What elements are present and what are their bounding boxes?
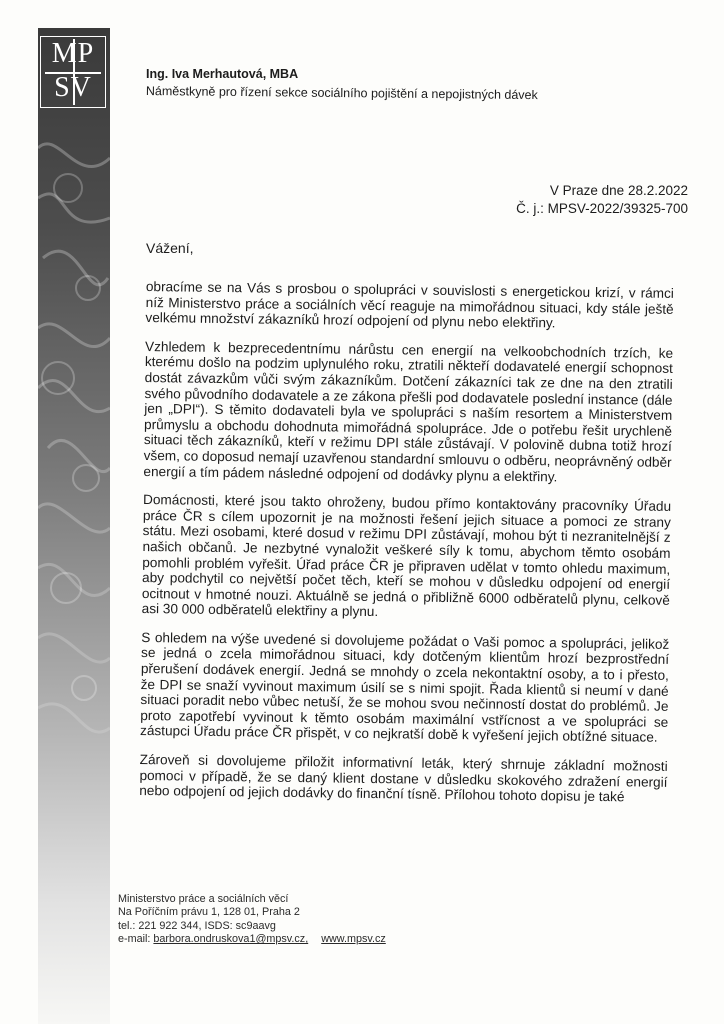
footer-email-link[interactable]: barbora.ondruskova1@mpsv.cz, xyxy=(153,933,309,946)
paragraph-4: S ohledem na výše uvedené si dovolujeme požádat o Vaši pomoc a spolupráci, jelikož se jedná o zcela mimořádnou situaci, kdy dotčeným klientům hrozí bezprostřední přerušení dodávek energií. Jedná se mnohdy o zcela nekontaktní osoby, a to i přesto, že DPI se snaží vyvinout maximum úsilí se s nimi spojit. Řada klientů si neumí v dané situaci poradit nebo vůbec netuší, že se mohou svou nečinností dostat do problémů. Je proto zapotřebí vyvinout k těmto osobám maximální vstřícnost a ve spolupráci se zástupci Úřadu práce ČR přispět, v co nejkratší době k vyřešení jejich obtížné situace. xyxy=(139,629,670,746)
paragraph-2: Vzhledem k bezprecedentnímu nárůstu cen energií na velkoobchodních trzích, ke kterému došlo na podzim uplynulého roku, ztratili někteří dodavatelé energií schopnost dostát závazkům vůči svým zákazníkům. Dotčení zákazníci tak ze dne na den ztratili svého původního dodavatele a ze zákona přešli pod dodavatele poslední instance (dále jen „DPI“). S těmito dodavateli byla ve spolupráci s naším resortem a Ministerstvem průmyslu a obchodu dohodnuta mimořádná spolupráce. Jde o potřebu řešit urychleně situaci těch zákazníků, kteří v režimu DPI stále zůstávají. V polovině dubna totiž hrozí všem, co doposud nemají uzavřenou standardní smlouvu o odběru, neoprávněný odběr energií a tím pádem následné odpojení od dodávky plynu a elektřiny. xyxy=(143,338,674,484)
footer-org: Ministerstvo práce a sociálních věcí xyxy=(118,893,289,905)
paragraph-5: Zároveň si dovolujeme přiložit informativní leták, který shrnuje základní možnosti pomoci v případě, že se daný klient dostane v důsledku skokového zdražení energií nebo odpojení od jejich dodávky do finanční tísně. Přílohou tohoto dopisu je také xyxy=(139,751,668,805)
footer-email-label: e-mail: xyxy=(118,933,151,946)
logo-top-text: MP xyxy=(51,38,95,69)
logo-bottom-text: SV xyxy=(54,72,92,103)
reference-block xyxy=(440,182,688,218)
footer-address: Na Poříčním právu 1, 128 01, Praha 2 xyxy=(118,906,300,919)
letter-header xyxy=(145,66,666,103)
letter-date: V Praze dne 28.2.2022 xyxy=(549,183,688,198)
footer-web-link[interactable]: www.mpsv.cz xyxy=(321,933,386,946)
paragraph-1: obracíme se na Vás s prosbou o spolupráci v souvislosti s energetickou krizí, v rámci níž Ministerstvo práce a sociálních věcí reaguje na mimořádnou situaci, kdy stále ještě velkému množství zákazníků hrozí odpojení od plynu nebo elektřiny. xyxy=(145,279,674,331)
paragraph-3: Domácnosti, které jsou takto ohroženy, budou přímo kontaktovány pracovníky Úřadu práce ČR s cílem upozornit je na možnosti řešení jejich situace a pomoci ze strany státu. Mezi osobami, které dosud v režimu DPI zůstávají, mohou být ti nezranitelnější z našich občanů. Je nezbytné vynaložit veškeré síly k tomu, abychom těmto osobám pomohli problém vyřešit. Úřad práce ČR je připraven udělat v tomto ohledu maximum, aby podchytil co největší počet těch, kteří se mohou v důsledku odpojení od energií ocitnout v hmotné nouzi. Aktuálně se jedná o přibližně 6000 odběratelů plynu, celkově asi 30 000 odběratelů elektřiny a plynu. xyxy=(141,492,672,620)
mpsv-logo xyxy=(40,36,106,108)
sender-role: Náměstkyně pro řízení sekce sociálního pojištění a nepojistných dávek xyxy=(145,83,538,103)
decorative-sidebar xyxy=(38,28,110,1024)
reference-number: Č. j.: MPSV-2022/39325-700 xyxy=(516,201,688,216)
letter-footer xyxy=(118,893,538,947)
salutation: Vážení, xyxy=(146,240,194,256)
sender-name: Ing. Iva Merhautová, MBA xyxy=(146,67,299,81)
letter-body xyxy=(139,279,674,819)
sidebar-pattern xyxy=(38,28,110,1024)
footer-phone: tel.: 221 922 344, ISDS: sc9aavg xyxy=(118,919,276,932)
